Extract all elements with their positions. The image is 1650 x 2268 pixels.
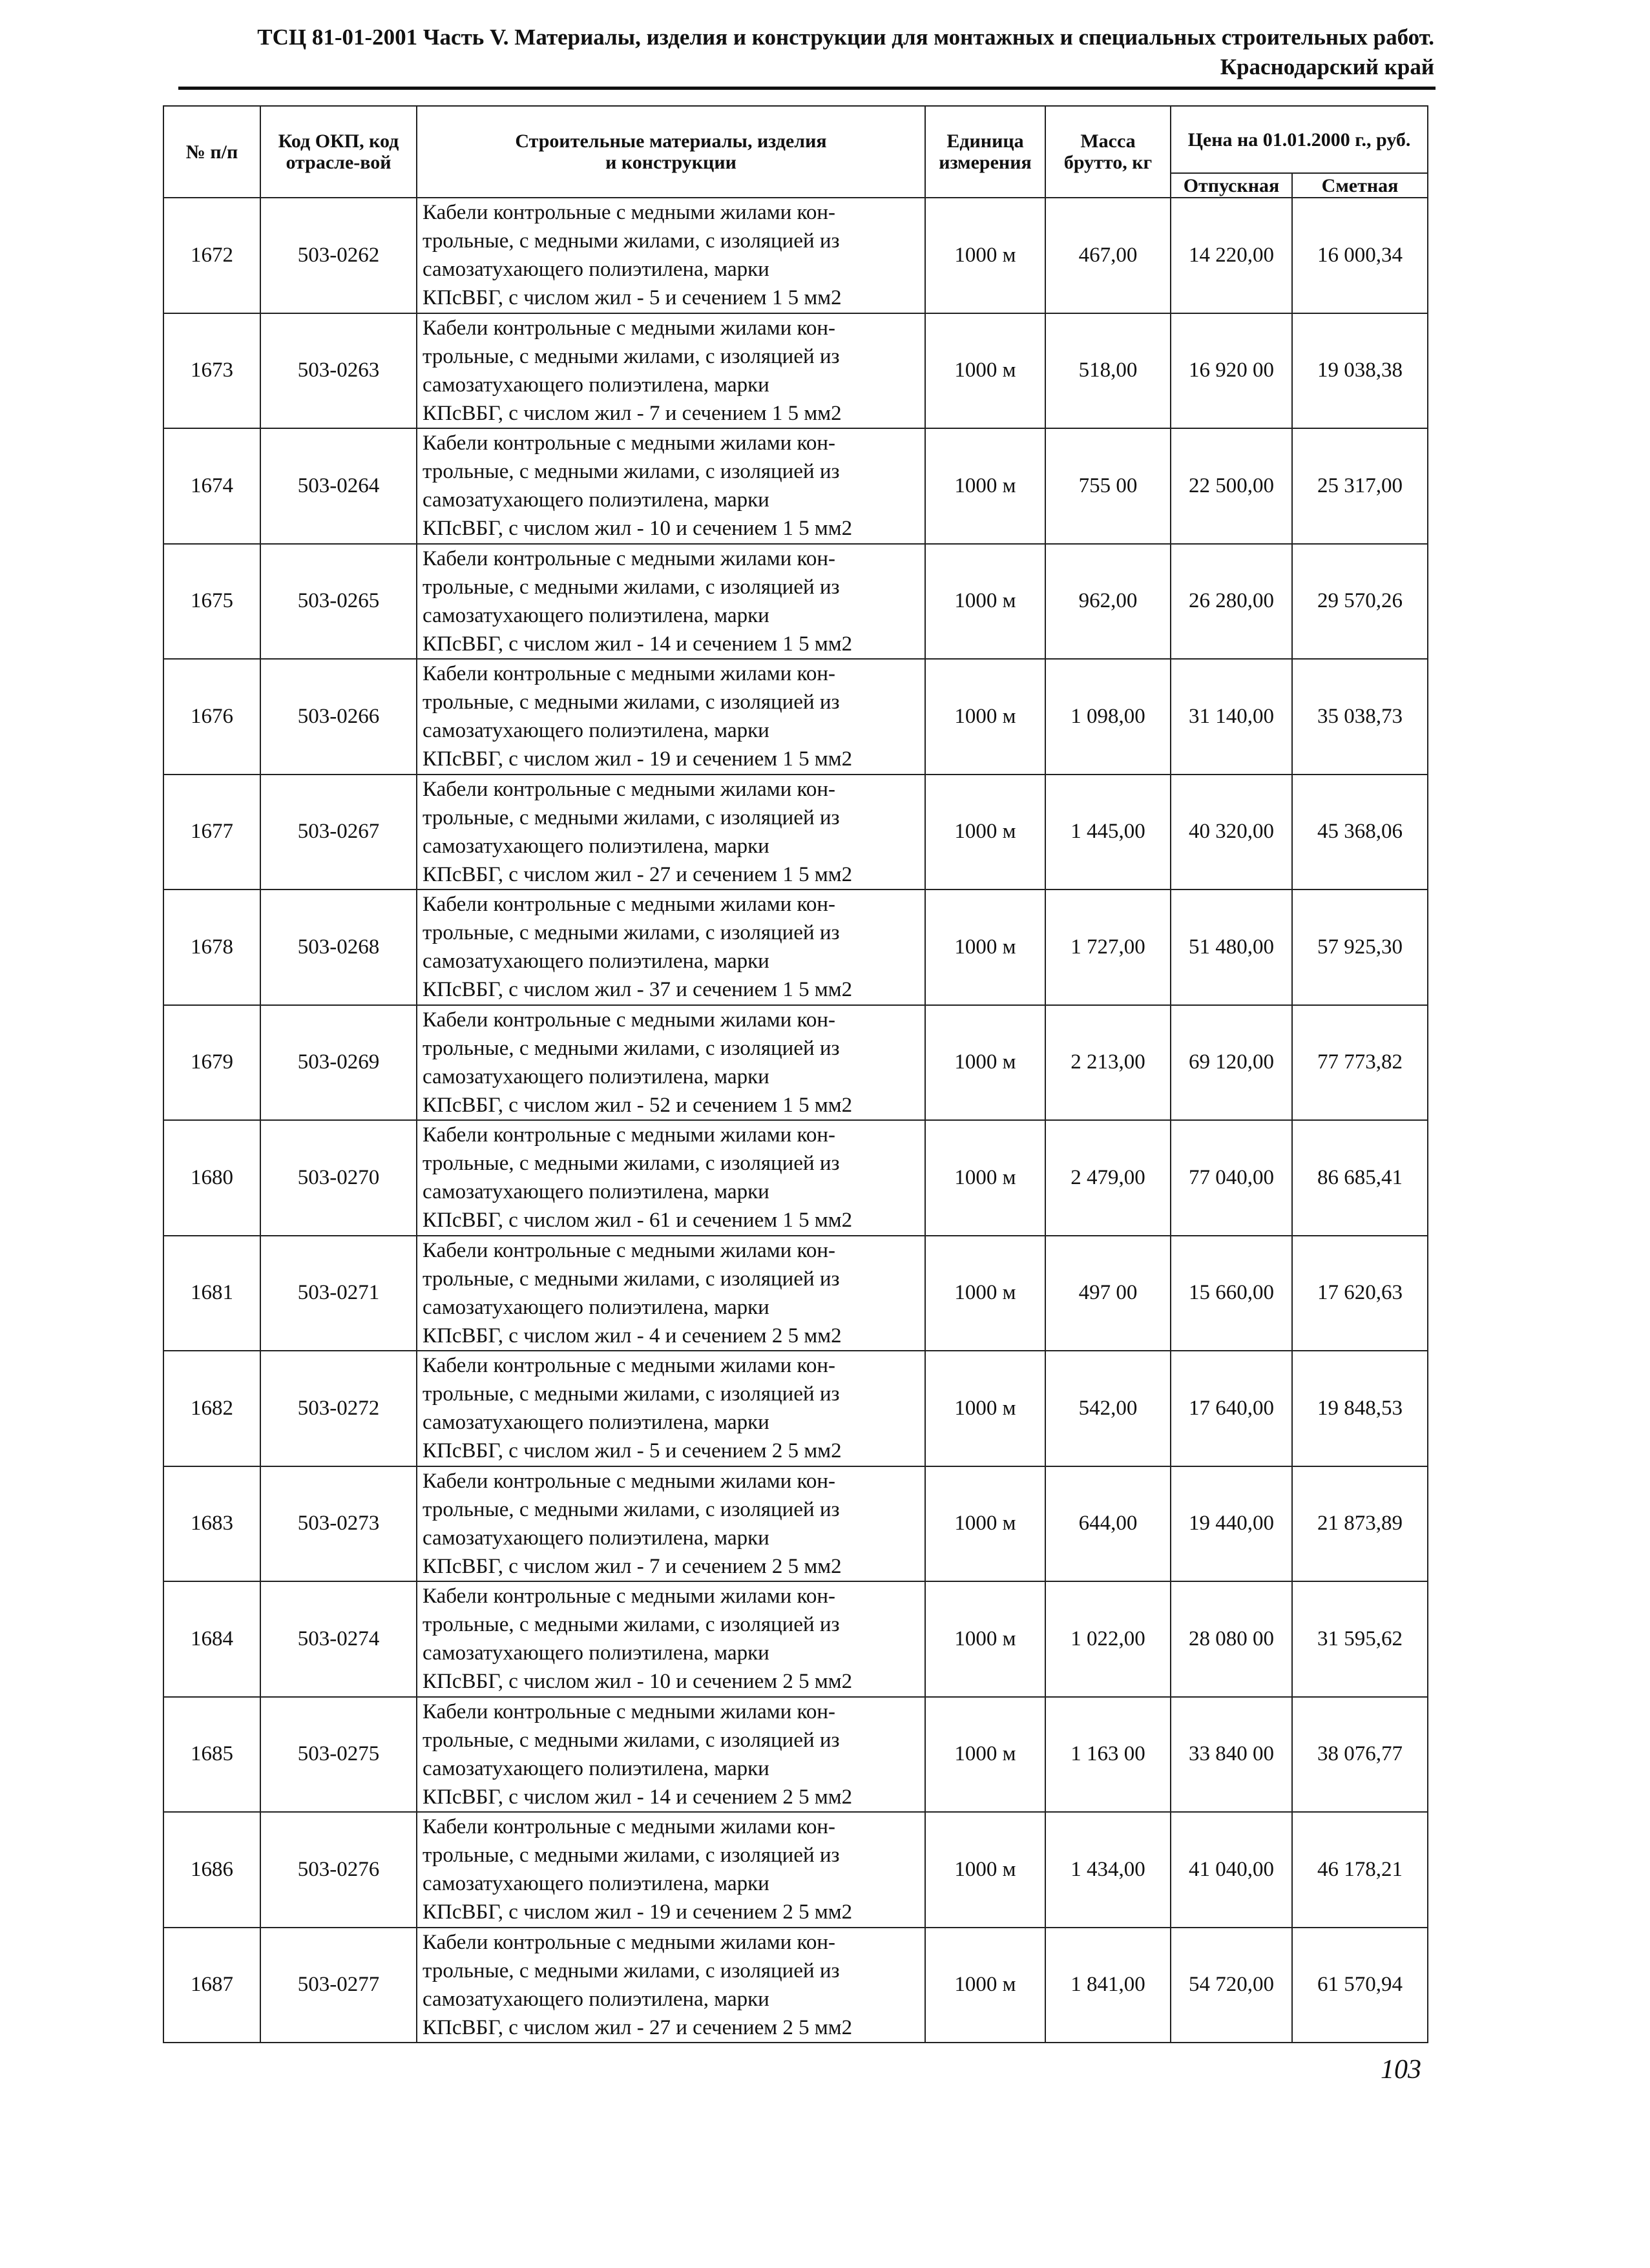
cell-description: [417, 544, 925, 660]
cell-price-release: 22 500,00: [1171, 428, 1292, 544]
cell-number: 1685: [163, 1697, 260, 1813]
description-line: КПсВБГ, с числом жил - 14 и сечением 1 5 мм2: [423, 632, 853, 656]
cell-price-release: 31 140,00: [1171, 659, 1292, 775]
description-line: Кабели контрольные с медными жилами кон-: [423, 1123, 836, 1147]
cell-unit: 1000 м: [925, 1466, 1045, 1582]
table-row: [163, 890, 1428, 1005]
cell-number: 1674: [163, 428, 260, 544]
cell-unit: 1000 м: [925, 659, 1045, 775]
description-line: трольные, с медными жилами, с изоляцией из: [423, 806, 840, 829]
description-line: Кабели контрольные с медными жилами кон-: [423, 432, 836, 455]
description-line: Кабели контрольные с медными жилами кон-: [423, 777, 836, 801]
cell-mass: 1 434,00: [1045, 1812, 1171, 1928]
description-line: трольные, с медными жилами, с изоляцией из: [423, 1959, 840, 1982]
cell-number: 1680: [163, 1120, 260, 1236]
description-line: КПсВБГ, с числом жил - 19 и сечением 2 5 мм2: [423, 1900, 853, 1924]
cell-price-release: 19 440,00: [1171, 1466, 1292, 1582]
col-header-material: [417, 106, 925, 198]
description-line: Кабели контрольные с медными жилами кон-: [423, 1469, 836, 1493]
description-line: трольные, с медными жилами, с изоляцией из: [423, 1613, 840, 1637]
table-row: [163, 198, 1428, 313]
cell-description: [417, 1466, 925, 1582]
cell-mass: 2 213,00: [1045, 1005, 1171, 1121]
cell-code: 503-0268: [260, 890, 417, 1005]
description-line: трольные, с медными жилами, с изоляцией из: [423, 1844, 840, 1867]
table-row: [163, 1120, 1428, 1236]
cell-price-estimate: 31 595,62: [1292, 1581, 1428, 1697]
cell-number: 1687: [163, 1928, 260, 2043]
description-line: трольные, с медными жилами, с изоляцией из: [423, 1267, 840, 1291]
description-line: самозатухающего полиэтилена, марки: [423, 1295, 769, 1319]
page-number: 103: [1381, 2055, 1421, 2085]
cell-number: 1686: [163, 1812, 260, 1928]
cell-description: [417, 1005, 925, 1121]
cell-mass: 1 022,00: [1045, 1581, 1171, 1697]
cell-price-release: 14 220,00: [1171, 198, 1292, 313]
description-line: КПсВБГ, с числом жил - 27 и сечением 2 5 мм2: [423, 2015, 853, 2039]
description-line: трольные, с медными жилами, с изоляцией из: [423, 1036, 840, 1060]
table-row: [163, 1351, 1428, 1466]
cell-description: [417, 890, 925, 1005]
cell-price-release: 33 840 00: [1171, 1697, 1292, 1813]
cell-description: [417, 313, 925, 429]
cell-description: [417, 1120, 925, 1236]
cell-price-estimate: 57 925,30: [1292, 890, 1428, 1005]
description-line: КПсВБГ, с числом жил - 37 и сечением 1 5 мм2: [423, 978, 853, 1002]
description-line: самозатухающего полиэтилена, марки: [423, 834, 769, 858]
description-line: самозатухающего полиэтилена, марки: [423, 950, 769, 973]
description-line: Кабели контрольные с медными жилами кон-: [423, 662, 836, 686]
description-line: Кабели контрольные с медными жилами кон-: [423, 1700, 836, 1723]
description-line: трольные, с медными жилами, с изоляцией из: [423, 344, 840, 368]
cell-price-estimate: 21 873,89: [1292, 1466, 1428, 1582]
cell-mass: 542,00: [1045, 1351, 1171, 1466]
cell-number: 1675: [163, 544, 260, 660]
col-header-unit: [925, 106, 1045, 198]
description-line: Кабели контрольные с медными жилами кон-: [423, 201, 836, 225]
cell-unit: 1000 м: [925, 890, 1045, 1005]
cell-unit: 1000 м: [925, 198, 1045, 313]
cell-description: [417, 428, 925, 544]
cell-price-estimate: 77 773,82: [1292, 1005, 1428, 1121]
cell-code: 503-0265: [260, 544, 417, 660]
description-line: самозатухающего полиэтилена, марки: [423, 488, 769, 512]
description-line: самозатухающего полиэтилена, марки: [423, 1641, 769, 1665]
description-line: самозатухающего полиэтилена, марки: [423, 1987, 769, 2011]
cell-mass: 644,00: [1045, 1466, 1171, 1582]
description-line: Кабели контрольные с медными жилами кон-: [423, 1354, 836, 1378]
table-row: [163, 1697, 1428, 1813]
cell-price-release: 51 480,00: [1171, 890, 1292, 1005]
description-line: КПсВБГ, с числом жил - 27 и сечением 1 5 мм2: [423, 862, 853, 886]
cell-price-estimate: 86 685,41: [1292, 1120, 1428, 1236]
cell-description: [417, 1236, 925, 1351]
table-header: [163, 106, 1428, 198]
cell-code: 503-0275: [260, 1697, 417, 1813]
cell-mass: 518,00: [1045, 313, 1171, 429]
col-header-price-estimate: Сметная: [1292, 173, 1428, 198]
cell-price-release: 77 040,00: [1171, 1120, 1292, 1236]
cell-unit: 1000 м: [925, 1812, 1045, 1928]
col-header-mass-line2: брутто, кг: [1063, 152, 1153, 173]
cell-mass: 1 727,00: [1045, 890, 1171, 1005]
cell-mass: 1 841,00: [1045, 1928, 1171, 2043]
description-line: трольные, с медными жилами, с изоляцией из: [423, 1152, 840, 1176]
cell-unit: 1000 м: [925, 544, 1045, 660]
cell-description: [417, 775, 925, 890]
description-line: самозатухающего полиэтилена, марки: [423, 258, 769, 282]
cell-description: [417, 1581, 925, 1697]
cell-price-estimate: 17 620,63: [1292, 1236, 1428, 1351]
cell-code: 503-0273: [260, 1466, 417, 1582]
description-line: Кабели контрольные с медными жилами кон-: [423, 1008, 836, 1032]
table-row: [163, 1236, 1428, 1351]
description-line: трольные, с медными жилами, с изоляцией из: [423, 575, 840, 599]
cell-price-estimate: 25 317,00: [1292, 428, 1428, 544]
description-line: трольные, с медными жилами, с изоляцией из: [423, 229, 840, 253]
cell-price-estimate: 46 178,21: [1292, 1812, 1428, 1928]
cell-code: 503-0271: [260, 1236, 417, 1351]
description-line: самозатухающего полиэтилена, марки: [423, 1756, 769, 1780]
description-line: самозатухающего полиэтилена, марки: [423, 1526, 769, 1550]
cell-code: 503-0269: [260, 1005, 417, 1121]
description-line: Кабели контрольные с медными жилами кон-: [423, 1238, 836, 1262]
cell-code: 503-0272: [260, 1351, 417, 1466]
table-row: [163, 659, 1428, 775]
table-row: [163, 544, 1428, 660]
cell-price-estimate: 45 368,06: [1292, 775, 1428, 890]
cell-unit: 1000 м: [925, 1581, 1045, 1697]
table-row: [163, 428, 1428, 544]
cell-code: 503-0266: [260, 659, 417, 775]
description-line: КПсВБГ, с числом жил - 19 и сечением 1 5 мм2: [423, 747, 853, 771]
table-row: [163, 1928, 1428, 2043]
description-line: КПсВБГ, с числом жил - 7 и сечением 1 5 мм2: [423, 401, 842, 425]
cell-price-estimate: 19 038,38: [1292, 313, 1428, 429]
cell-price-release: 28 080 00: [1171, 1581, 1292, 1697]
description-line: Кабели контрольные с медными жилами кон-: [423, 546, 836, 570]
table-row: [163, 313, 1428, 429]
cell-code: 503-0264: [260, 428, 417, 544]
description-line: самозатухающего полиэтилена, марки: [423, 1180, 769, 1204]
description-line: Кабели контрольные с медными жилами кон-: [423, 1815, 836, 1839]
cell-number: 1679: [163, 1005, 260, 1121]
cell-mass: 1 163 00: [1045, 1697, 1171, 1813]
description-line: самозатухающего полиэтилена, марки: [423, 719, 769, 743]
description-line: Кабели контрольные с медными жилами кон-: [423, 316, 836, 340]
cell-price-release: 69 120,00: [1171, 1005, 1292, 1121]
cell-price-release: 41 040,00: [1171, 1812, 1292, 1928]
col-header-number: № п/п: [163, 106, 260, 198]
cell-description: [417, 1928, 925, 2043]
cell-mass: 1 445,00: [1045, 775, 1171, 890]
table-row: [163, 775, 1428, 890]
cell-code: 503-0267: [260, 775, 417, 890]
col-header-mass: [1045, 106, 1171, 198]
description-line: Кабели контрольные с медными жилами кон-: [423, 1585, 836, 1608]
cell-price-release: 17 640,00: [1171, 1351, 1292, 1466]
description-line: КПсВБГ, с числом жил - 5 и сечением 2 5 мм2: [423, 1439, 842, 1463]
cell-description: [417, 659, 925, 775]
description-line: Кабели контрольные с медными жилами кон-: [423, 893, 836, 917]
cell-number: 1683: [163, 1466, 260, 1582]
description-line: КПсВБГ, с числом жил - 7 и сечением 2 5 мм2: [423, 1554, 842, 1578]
cell-unit: 1000 м: [925, 775, 1045, 890]
cell-unit: 1000 м: [925, 1236, 1045, 1351]
cell-code: 503-0270: [260, 1120, 417, 1236]
description-line: самозатухающего полиэтилена, марки: [423, 603, 769, 627]
cell-price-estimate: 19 848,53: [1292, 1351, 1428, 1466]
col-header-unit-line1: Единица: [946, 130, 1024, 152]
cell-number: 1677: [163, 775, 260, 890]
cell-price-release: 15 660,00: [1171, 1236, 1292, 1351]
description-line: КПсВБГ, с числом жил - 61 и сечением 1 5 мм2: [423, 1209, 853, 1233]
cell-price-estimate: 35 038,73: [1292, 659, 1428, 775]
description-line: трольные, с медными жилами, с изоляцией из: [423, 1497, 840, 1521]
cell-mass: 467,00: [1045, 198, 1171, 313]
description-line: самозатухающего полиэтилена, марки: [423, 1872, 769, 1896]
cell-number: 1684: [163, 1581, 260, 1697]
cell-price-estimate: 61 570,94: [1292, 1928, 1428, 2043]
cell-unit: 1000 м: [925, 1697, 1045, 1813]
cell-code: 503-0277: [260, 1928, 417, 2043]
cell-mass: 2 479,00: [1045, 1120, 1171, 1236]
header-divider: [178, 87, 1436, 90]
col-header-mass-line1: Масса: [1080, 130, 1136, 152]
description-line: КПсВБГ, с числом жил - 4 и сечением 2 5 мм2: [423, 1324, 842, 1347]
cell-number: 1681: [163, 1236, 260, 1351]
cell-code: 503-0263: [260, 313, 417, 429]
description-line: трольные, с медными жилами, с изоляцией из: [423, 460, 840, 484]
cell-unit: 1000 м: [925, 428, 1045, 544]
cell-unit: 1000 м: [925, 1120, 1045, 1236]
description-line: трольные, с медными жилами, с изоляцией из: [423, 921, 840, 945]
cell-price-release: 16 920 00: [1171, 313, 1292, 429]
cell-number: 1678: [163, 890, 260, 1005]
description-line: самозатухающего полиэтилена, марки: [423, 373, 769, 397]
description-line: трольные, с медными жилами, с изоляцией из: [423, 691, 840, 714]
description-line: Кабели контрольные с медными жилами кон-: [423, 1930, 836, 1954]
cell-description: [417, 198, 925, 313]
description-line: КПсВБГ, с числом жил - 10 и сечением 2 5 мм2: [423, 1670, 853, 1694]
cell-number: 1676: [163, 659, 260, 775]
col-header-unit-line2: измерения: [939, 152, 1032, 173]
cell-number: 1673: [163, 313, 260, 429]
cell-unit: 1000 м: [925, 1005, 1045, 1121]
cell-price-release: 26 280,00: [1171, 544, 1292, 660]
description-line: КПсВБГ, с числом жил - 14 и сечением 2 5 мм2: [423, 1785, 853, 1809]
cell-price-release: 54 720,00: [1171, 1928, 1292, 2043]
cell-unit: 1000 м: [925, 1928, 1045, 2043]
table-row: [163, 1466, 1428, 1582]
cell-price-release: 40 320,00: [1171, 775, 1292, 890]
description-line: трольные, с медными жилами, с изоляцией из: [423, 1728, 840, 1752]
description-line: самозатухающего полиэтилена, марки: [423, 1065, 769, 1088]
col-header-material-line1: Строительные материалы, изделия: [515, 130, 827, 152]
table-row: [163, 1581, 1428, 1697]
cell-description: [417, 1697, 925, 1813]
description-line: трольные, с медными жилами, с изоляцией из: [423, 1382, 840, 1406]
col-header-price: Цена на 01.01.2000 г., руб.: [1171, 106, 1428, 173]
cell-number: 1682: [163, 1351, 260, 1466]
cell-mass: 755 00: [1045, 428, 1171, 544]
document-header-title: ТСЦ 81-01-2001 Часть V. Материалы, изделия и конструкции для монтажных и специальных строительных работ.: [257, 25, 1434, 50]
cell-price-estimate: 38 076,77: [1292, 1697, 1428, 1813]
materials-price-table: [163, 105, 1428, 2043]
document-header-region: Краснодарский край: [1220, 54, 1434, 79]
cell-code: 503-0276: [260, 1812, 417, 1928]
cell-code: 503-0262: [260, 198, 417, 313]
description-line: КПсВБГ, с числом жил - 52 и сечением 1 5 мм2: [423, 1093, 853, 1117]
cell-number: 1672: [163, 198, 260, 313]
description-line: КПсВБГ, с числом жил - 5 и сечением 1 5 мм2: [423, 286, 842, 310]
col-header-material-line2: и конструкции: [605, 152, 736, 173]
cell-price-estimate: 29 570,26: [1292, 544, 1428, 660]
cell-description: [417, 1351, 925, 1466]
cell-mass: 497 00: [1045, 1236, 1171, 1351]
cell-unit: 1000 м: [925, 1351, 1045, 1466]
cell-code: 503-0274: [260, 1581, 417, 1697]
table-row: [163, 1812, 1428, 1928]
cell-unit: 1000 м: [925, 313, 1045, 429]
col-header-price-release: Отпускная: [1171, 173, 1292, 198]
cell-price-estimate: 16 000,34: [1292, 198, 1428, 313]
cell-mass: 1 098,00: [1045, 659, 1171, 775]
description-line: самозатухающего полиэтилена, марки: [423, 1411, 769, 1435]
table-body: [163, 198, 1428, 2043]
cell-description: [417, 1812, 925, 1928]
cell-mass: 962,00: [1045, 544, 1171, 660]
col-header-code: Код ОКП, код отрасле-вой: [260, 106, 417, 198]
description-line: КПсВБГ, с числом жил - 10 и сечением 1 5 мм2: [423, 517, 853, 541]
table-row: [163, 1005, 1428, 1121]
